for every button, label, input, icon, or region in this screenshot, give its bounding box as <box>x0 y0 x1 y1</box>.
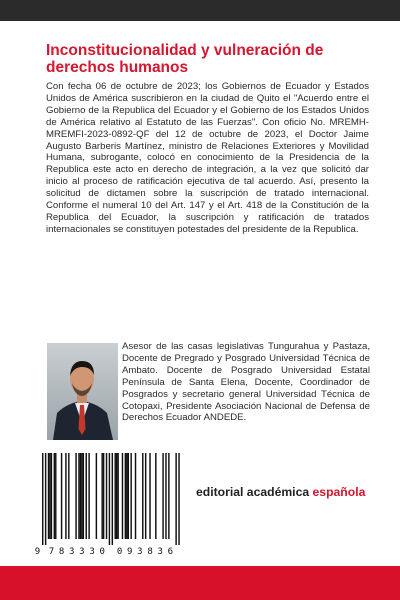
barcode-bar <box>48 453 49 539</box>
publisher-name-accent: española <box>312 485 366 499</box>
book-summary: Con fecha 06 de octubre de 2023; los Gobiernos de Ecuador y Estados Unidos de América suscribieron en la ciudad de Quito el "Acuerdo entre el Gobierno de la Republica del Ecuador y el Gobierno de los Estados Unidos de América relativo al Estatuto de las Fuerzas". Con oficio No. MREMH-MREMFI-2023-0892-QF del 12 de octubre de 2023, el Doctor Jaime Augusto Barberis Martínez, ministro de Relaciones Exteriores y Movilidad Humana, subrogante, colocó en conocimiento de la Presidencia de la Republica este acto en derecho de integración, a la vez que solicitó dar inicio al proceso de ratificación ejecutiva de tal acuerdo. Así, presento la solicitud de dictamen sobre la suscripción de tratado internacional. Conforme el numeral 10 del Art. 147 y el Art. 418 de la Constitución de la Republica del Ecuador, la suscripción y ratificación de tratados internacionales se constituyen potestades del presidente de la Republica. <box>46 81 369 235</box>
top-bar <box>0 0 400 21</box>
barcode-bar <box>101 453 102 539</box>
bottom-bar <box>0 566 400 600</box>
barcode-bar <box>117 453 118 539</box>
barcode-bar <box>51 453 52 539</box>
publisher-name: editorial académica <box>196 485 310 499</box>
barcode-bar <box>126 453 127 539</box>
barcode-bar <box>61 453 62 539</box>
author-photo <box>47 343 118 440</box>
barcode-bar <box>83 453 84 539</box>
isbn-barcode <box>34 451 186 559</box>
author-portrait-image <box>47 343 118 440</box>
barcode-bar <box>109 453 110 545</box>
barcode-bar <box>68 453 69 539</box>
book-title: Inconstitucionalidad y vulneración de derechos humanos <box>46 42 324 76</box>
barcode-bar <box>42 453 43 545</box>
barcode-bar <box>145 453 146 539</box>
author-bio: Asesor de las casas legislativas Tungurahua y Pastaza, Docente de Pregrado y Posgrado Universidad Técnica de Ambato. Docente de Posgrado Universidad Estatal Península de Santa Elena, Docente, Coordinador de Posgrados y secretario general Universidad Técnica de Cotopaxi, Presidente Asociación Nacional de Defensa de Derechos Ecuador ANDEDE. <box>122 341 370 424</box>
barcode-digit: 0 <box>116 547 123 557</box>
barcode-bar <box>162 453 163 539</box>
barcode-bar <box>122 453 123 539</box>
barcode-bar <box>54 453 55 539</box>
barcode-digit: 3 <box>137 547 143 557</box>
barcode-bar <box>45 453 46 545</box>
barcode-bar <box>106 453 107 539</box>
barcode-bar <box>142 453 143 539</box>
barcode-bar <box>165 453 166 539</box>
barcode-digit: 3 <box>69 547 75 557</box>
barcode-bar <box>78 453 79 539</box>
barcode-bar <box>96 453 97 539</box>
barcode-bar <box>65 453 66 539</box>
barcode-bar <box>128 453 129 539</box>
publisher-logo-text <box>196 485 365 499</box>
barcode-bar <box>135 453 136 539</box>
barcode-digit: 9 <box>34 547 41 557</box>
barcode-digit: 7 <box>48 547 55 557</box>
barcode-bar <box>178 453 179 545</box>
barcode-bar <box>155 453 156 539</box>
barcode-bar <box>55 453 56 539</box>
barcode-bar <box>80 453 81 539</box>
barcode-bar <box>75 453 76 539</box>
barcode-bar <box>81 453 82 539</box>
barcode-bar <box>130 453 131 539</box>
barcode-bar <box>149 453 150 539</box>
barcode-bar <box>86 453 87 539</box>
barcode-bar <box>175 453 176 545</box>
barcode-digit: 9 <box>127 547 133 557</box>
barcode-bar <box>112 453 113 545</box>
barcode-digit: 3 <box>89 547 95 557</box>
barcode-graphic <box>34 451 186 559</box>
barcode-digit: 8 <box>58 547 65 557</box>
barcode-bar <box>115 453 116 539</box>
barcode-bar <box>88 453 89 539</box>
barcode-digit: 3 <box>157 547 163 557</box>
barcode-bar <box>168 453 169 539</box>
barcode-digit: 0 <box>99 547 105 557</box>
barcode-bar <box>116 453 117 539</box>
barcode-bar <box>125 453 126 539</box>
barcode-bar <box>49 453 50 539</box>
barcode-digit: 3 <box>79 547 85 557</box>
barcode-bar <box>103 453 104 539</box>
barcode-digit: 8 <box>147 547 153 557</box>
barcode-digit: 6 <box>167 547 174 557</box>
